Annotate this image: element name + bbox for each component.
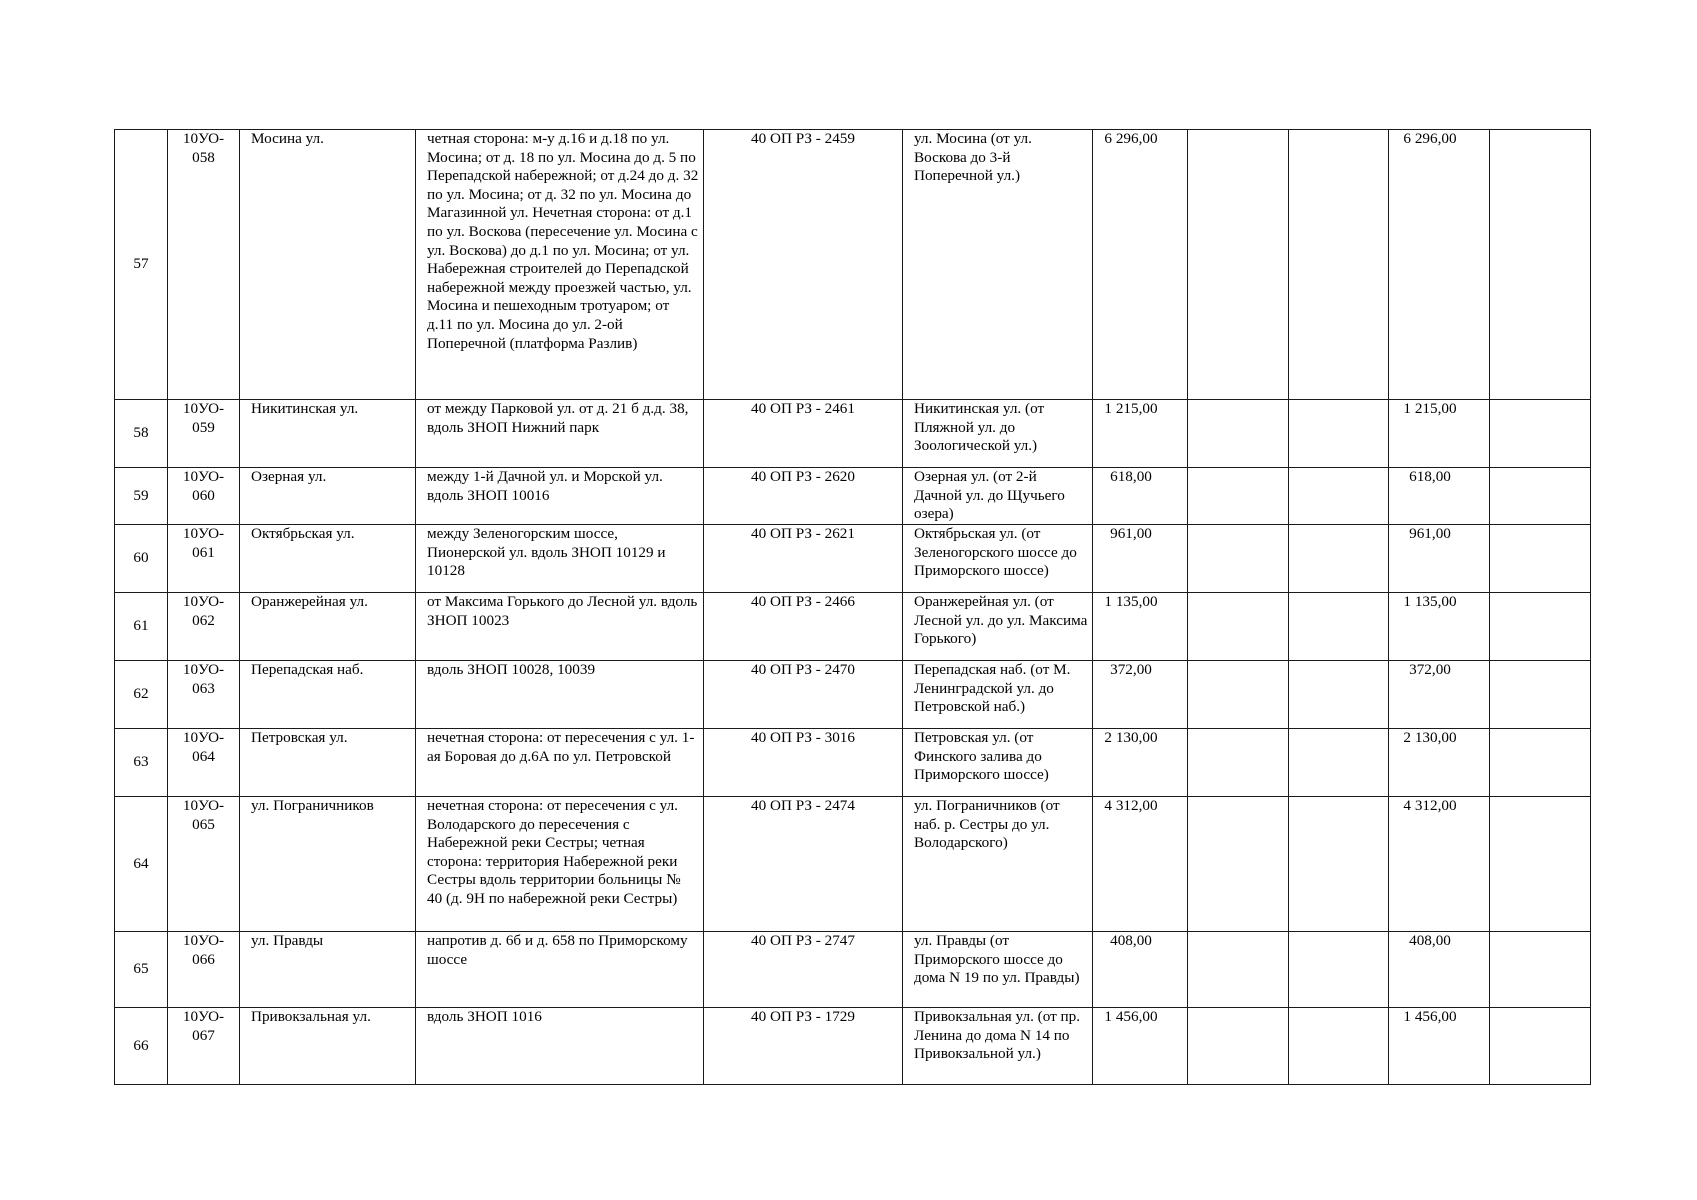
object-code xyxy=(168,661,240,729)
object-code-suffix: 064 xyxy=(192,747,215,765)
total-value: 961,00 xyxy=(1389,525,1490,593)
object-code xyxy=(168,1008,240,1085)
object-code xyxy=(168,525,240,593)
total-value: 408,00 xyxy=(1389,932,1490,1008)
empty-cell xyxy=(1490,468,1591,525)
row-number: 64 xyxy=(115,797,168,932)
table-row xyxy=(115,932,1591,1008)
table-row xyxy=(115,525,1591,593)
empty-cell xyxy=(1289,593,1389,661)
empty-cell xyxy=(1188,797,1289,932)
empty-cell xyxy=(1289,932,1389,1008)
object-code-suffix: 058 xyxy=(192,148,215,166)
empty-cell xyxy=(1490,1008,1591,1085)
road-name: Оранжерейная ул. (от Лесной ул. до ул. Максима Горького) xyxy=(903,593,1093,661)
object-code-prefix: 10УО- xyxy=(182,400,225,417)
empty-cell xyxy=(1289,661,1389,729)
object-code-prefix: 10УО- xyxy=(182,932,225,949)
street-name: Привокзальная ул. xyxy=(240,1008,416,1085)
empty-cell xyxy=(1289,130,1389,400)
area-value: 1 215,00 xyxy=(1093,400,1188,468)
road-name: Привокзальная ул. (от пр. Ленина до дома N 14 по Привокзальной ул.) xyxy=(903,1008,1093,1085)
street-name: Оранжерейная ул. xyxy=(240,593,416,661)
road-reference: 40 ОП РЗ - 2621 xyxy=(704,525,903,593)
empty-cell xyxy=(1490,661,1591,729)
location-description: вдоль ЗНОП 10028, 10039 xyxy=(416,661,704,729)
road-name: Петровская ул. (от Финского залива до Приморского шоссе) xyxy=(903,729,1093,797)
location-description: от между Парковой ул. от д. 21 б д.д. 38, вдоль ЗНОП Нижний парк xyxy=(416,400,704,468)
object-code xyxy=(168,729,240,797)
road-name: ул. Пограничников (от наб. р. Сестры до ул. Володарского) xyxy=(903,797,1093,932)
road-name: Перепадская наб. (от М. Ленинградской ул. до Петровской наб.) xyxy=(903,661,1093,729)
empty-cell xyxy=(1188,729,1289,797)
road-reference: 40 ОП РЗ - 2620 xyxy=(704,468,903,525)
location-description: нечетная сторона: от пересечения с ул. 1-ая Боровая до д.6А по ул. Петровской xyxy=(416,729,704,797)
empty-cell xyxy=(1490,593,1591,661)
road-reference: 40 ОП РЗ - 2466 xyxy=(704,593,903,661)
empty-cell xyxy=(1490,932,1591,1008)
road-reference: 40 ОП РЗ - 1729 xyxy=(704,1008,903,1085)
object-code-prefix: 10УО- xyxy=(182,525,225,542)
location-description: между 1-й Дачной ул. и Морской ул. вдоль ЗНОП 10016 xyxy=(416,468,704,525)
object-code-prefix: 10УО- xyxy=(182,130,225,147)
object-code-prefix: 10УО- xyxy=(182,729,225,746)
area-value: 1 456,00 xyxy=(1093,1008,1188,1085)
empty-cell xyxy=(1490,729,1591,797)
total-value: 1 215,00 xyxy=(1389,400,1490,468)
object-code-prefix: 10УО- xyxy=(182,593,225,610)
street-name: Октябрьская ул. xyxy=(240,525,416,593)
table-row xyxy=(115,1008,1591,1085)
area-value: 961,00 xyxy=(1093,525,1188,593)
area-value: 4 312,00 xyxy=(1093,797,1188,932)
empty-cell xyxy=(1188,932,1289,1008)
road-name: Никитинская ул. (от Пляжной ул. до Зоологической ул.) xyxy=(903,400,1093,468)
empty-cell xyxy=(1188,400,1289,468)
object-code-suffix: 065 xyxy=(192,815,215,833)
row-number: 66 xyxy=(115,1008,168,1085)
object-code-suffix: 067 xyxy=(192,1026,215,1044)
object-code-prefix: 10УО- xyxy=(182,1008,225,1025)
total-value: 1 456,00 xyxy=(1389,1008,1490,1085)
road-reference: 40 ОП РЗ - 3016 xyxy=(704,729,903,797)
location-description: вдоль ЗНОП 1016 xyxy=(416,1008,704,1085)
street-name: ул. Пограничников xyxy=(240,797,416,932)
empty-cell xyxy=(1490,797,1591,932)
empty-cell xyxy=(1289,525,1389,593)
total-value: 618,00 xyxy=(1389,468,1490,525)
table-row xyxy=(115,797,1591,932)
object-code-suffix: 061 xyxy=(192,543,215,561)
street-name: Перепадская наб. xyxy=(240,661,416,729)
road-name: Октябрьская ул. (от Зеленогорского шоссе до Приморского шоссе) xyxy=(903,525,1093,593)
object-code-suffix: 063 xyxy=(192,679,215,697)
empty-cell xyxy=(1289,729,1389,797)
empty-cell xyxy=(1490,130,1591,400)
row-number: 57 xyxy=(115,130,168,400)
street-name: Мосина ул. xyxy=(240,130,416,400)
registry-table xyxy=(114,129,1591,1085)
empty-cell xyxy=(1188,1008,1289,1085)
empty-cell xyxy=(1490,400,1591,468)
road-reference: 40 ОП РЗ - 2747 xyxy=(704,932,903,1008)
empty-cell xyxy=(1188,468,1289,525)
empty-cell xyxy=(1188,661,1289,729)
area-value: 6 296,00 xyxy=(1093,130,1188,400)
location-description: от Максима Горького до Лесной ул. вдоль ЗНОП 10023 xyxy=(416,593,704,661)
total-value: 2 130,00 xyxy=(1389,729,1490,797)
road-reference: 40 ОП РЗ - 2459 xyxy=(704,130,903,400)
row-number: 60 xyxy=(115,525,168,593)
road-reference: 40 ОП РЗ - 2461 xyxy=(704,400,903,468)
location-description: четная сторона: м-у д.16 и д.18 по ул. Мосина; от д. 18 по ул. Мосина до д. 5 по Перепадской набережной; от д.24 до д. 32 по ул. Мосина; от д. 32 по ул. Мосина до Магазинной ул. Нечетная сторона: от д.1 по ул. Воскова (пересечение ул. Мосина с ул. Воскова) до д.1 по ул. Мосина; от ул. Набережная строителей до Перепадской набережной между проезжей частью, ул. Мосина и пешеходным тротуаром; от д.11 по ул. Мосина до ул. 2-ой Поперечной (платформа Разлив) xyxy=(416,130,704,400)
object-code-prefix: 10УО- xyxy=(182,797,225,814)
table-row xyxy=(115,729,1591,797)
empty-cell xyxy=(1289,1008,1389,1085)
object-code-suffix: 062 xyxy=(192,611,215,629)
total-value: 4 312,00 xyxy=(1389,797,1490,932)
document-page xyxy=(114,129,1590,1085)
row-number: 61 xyxy=(115,593,168,661)
object-code-suffix: 059 xyxy=(192,418,215,436)
empty-cell xyxy=(1289,797,1389,932)
object-code xyxy=(168,468,240,525)
table-row xyxy=(115,593,1591,661)
total-value: 1 135,00 xyxy=(1389,593,1490,661)
total-value: 372,00 xyxy=(1389,661,1490,729)
road-reference: 40 ОП РЗ - 2470 xyxy=(704,661,903,729)
empty-cell xyxy=(1289,468,1389,525)
object-code-prefix: 10УО- xyxy=(182,468,225,485)
object-code-suffix: 066 xyxy=(192,950,215,968)
object-code xyxy=(168,593,240,661)
empty-cell xyxy=(1188,130,1289,400)
area-value: 618,00 xyxy=(1093,468,1188,525)
object-code xyxy=(168,400,240,468)
object-code xyxy=(168,932,240,1008)
area-value: 408,00 xyxy=(1093,932,1188,1008)
street-name: ул. Правды xyxy=(240,932,416,1008)
road-name: ул. Мосина (от ул. Воскова до 3-й Поперечной ул.) xyxy=(903,130,1093,400)
road-reference: 40 ОП РЗ - 2474 xyxy=(704,797,903,932)
empty-cell xyxy=(1289,400,1389,468)
area-value: 1 135,00 xyxy=(1093,593,1188,661)
area-value: 372,00 xyxy=(1093,661,1188,729)
street-name: Никитинская ул. xyxy=(240,400,416,468)
road-name: ул. Правды (от Приморского шоссе до дома N 19 по ул. Правды) xyxy=(903,932,1093,1008)
street-name: Петровская ул. xyxy=(240,729,416,797)
row-number: 58 xyxy=(115,400,168,468)
location-description: напротив д. 6б и д. 658 по Приморскому шоссе xyxy=(416,932,704,1008)
table-row xyxy=(115,468,1591,525)
road-name: Озерная ул. (от 2-й Дачной ул. до Щучьего озера) xyxy=(903,468,1093,525)
row-number: 62 xyxy=(115,661,168,729)
object-code xyxy=(168,797,240,932)
location-description: между Зеленогорским шоссе, Пионерской ул. вдоль ЗНОП 10129 и 10128 xyxy=(416,525,704,593)
empty-cell xyxy=(1188,525,1289,593)
table-row xyxy=(115,130,1591,400)
object-code-prefix: 10УО- xyxy=(182,661,225,678)
location-description: нечетная сторона: от пересечения с ул. Володарского до пересечения с Набережной реки Сестры; четная сторона: территория Набережной реки Сестры вдоль территории больницы № 40 (д. 9Н по набережной реки Сестры) xyxy=(416,797,704,932)
object-code xyxy=(168,130,240,400)
table-row xyxy=(115,661,1591,729)
empty-cell xyxy=(1188,593,1289,661)
area-value: 2 130,00 xyxy=(1093,729,1188,797)
empty-cell xyxy=(1490,525,1591,593)
table-row xyxy=(115,400,1591,468)
row-number: 59 xyxy=(115,468,168,525)
street-name: Озерная ул. xyxy=(240,468,416,525)
row-number: 65 xyxy=(115,932,168,1008)
total-value: 6 296,00 xyxy=(1389,130,1490,400)
object-code-suffix: 060 xyxy=(192,486,215,504)
row-number: 63 xyxy=(115,729,168,797)
